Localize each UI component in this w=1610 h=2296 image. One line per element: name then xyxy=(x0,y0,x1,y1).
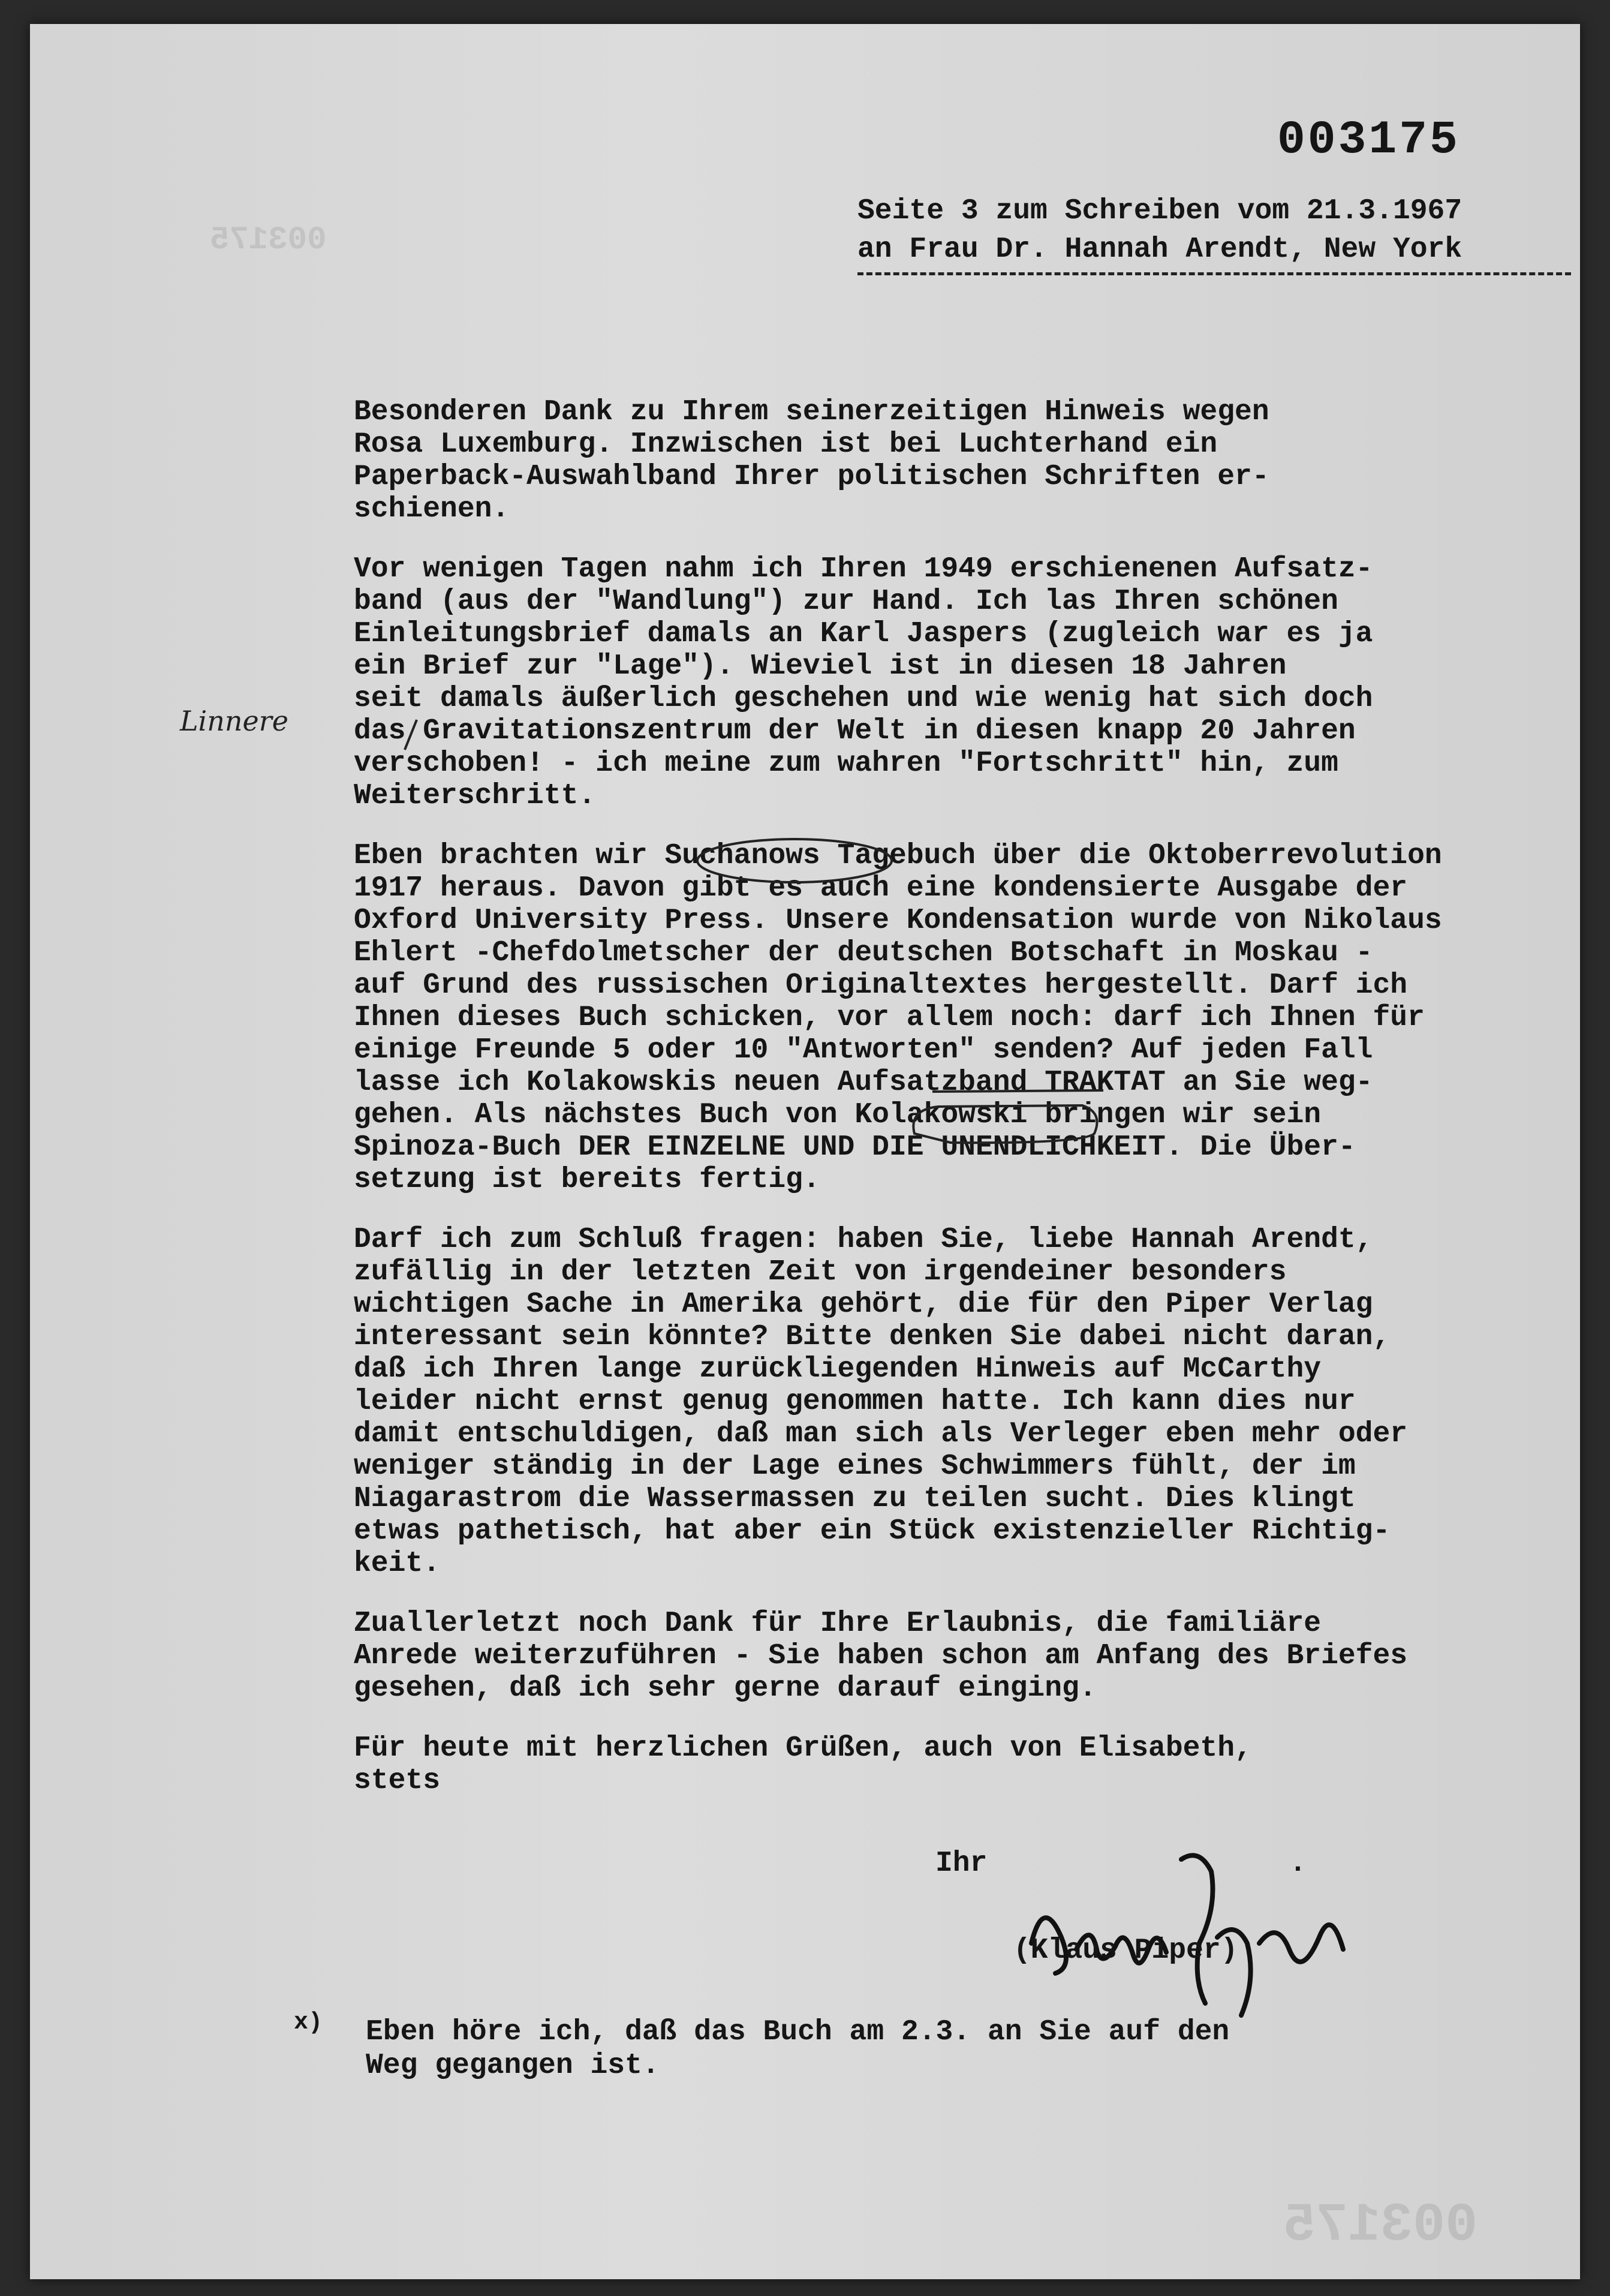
page-header xyxy=(857,192,1462,269)
header-rule xyxy=(857,272,1571,275)
handwritten-margin-note: Linnere xyxy=(180,705,288,737)
letter-body xyxy=(354,396,1541,1825)
header-line-1: Seite 3 zum Schreiben vom 21.3.1967 xyxy=(857,195,1462,227)
footnote: Eben höre ich, daß das Buch am 2.3. an Sie auf den Weg gegangen ist. xyxy=(366,2016,1230,2082)
paragraph-luxemburg: Besonderen Dank zu Ihrem seinerzeitigen Hinweis wegen Rosa Luxemburg. Inzwischen ist bei Luchterhand ein Paperback-Auswahlband Ihrer politischen Schriften er- schienen. xyxy=(354,396,1269,525)
header-line-2: an Frau Dr. Hannah Arendt, New York xyxy=(857,233,1462,266)
letter-page xyxy=(30,24,1580,2279)
bleed-through-footer-number: 003175 xyxy=(1283,2195,1478,2256)
paragraph-suchanow: Eben brachten wir Suchanows Tagebuch über die Oktoberrevolution 1917 heraus. Davon gibt es auch eine kondensierte Ausgabe der Oxford University Press. Unsere Kondensation wurde von Nikolaus Ehlert -Chefdolmetscher der deutschen Botschaft in Moskau - auf Grund des russischen Originaltextes hergestellt. Darf ich Ihnen dieses Buch schicken, vor allem noch: darf ich Ihnen für einige Freunde 5 oder 10 "Antworten" senden? Auf jeden Fall lasse ich Kolakowskis neuen Aufsatzband TRAKTAT an Sie weg- gehen. Als nächstes Buch von Kolakowski bringen wir sein Spinoza-Buch DER EINZELNE UND DIE UNENDLICHKEIT. Die Über- setzung ist bereits fertig. xyxy=(354,840,1442,1196)
handwritten-signature xyxy=(1019,1823,1379,2021)
document-number: 003175 xyxy=(1277,114,1460,167)
footnote-marker: x) xyxy=(294,2009,323,2036)
bleed-through-number: 003175 xyxy=(210,222,327,259)
paragraph-wandlung: Vor wenigen Tagen nahm ich Ihren 1949 erschienenen Aufsatz- band (aus der "Wandlung") zur Hand. Ich las Ihren schönen Einleitungsbrief damals an Karl Jaspers (zugleich war es ja ein Brief zur "Lage"). Wieviel ist in diesen 18 Jahren seit damals äußerlich geschehen und wie wenig hat sich doch das Gravitationszentrum der Welt in diesen knapp 20 Jahren verschoben! - ich meine zum wahren "Fortschritt" hin, zum Weiterschritt. xyxy=(354,553,1373,812)
closing-word: Ihr xyxy=(935,1847,988,1880)
paragraph-greetings: Für heute mit herzlichen Grüßen, auch von Elisabeth, stets xyxy=(354,1732,1252,1797)
paragraph-anrede: Zuallerletzt noch Dank für Ihre Erlaubnis, die familiäre Anrede weiterzuführen - Sie haben schon am Anfang des Briefes gesehen, daß ich sehr gerne darauf einging. xyxy=(354,1607,1408,1705)
paragraph-mccarthy: Darf ich zum Schluß fragen: haben Sie, liebe Hannah Arendt, zufällig in der letzten Zeit von irgendeiner besonders wichtigen Sache in Amerika gehört, die für den Piper Verlag interessant sein könnte? Bitte denken Sie dabei nicht daran, daß ich Ihren lange zurückliegenden Hinweis auf McCarthy leider nicht ernst genug genommen hatte. Ich kann dies nur damit entschuldigen, daß man sich als Verleger eben mehr oder weniger ständig in der Lage eines Schwimmers fühlt, der im Niagarastrom die Wassermassen zu teilen sucht. Dies klingt etwas pathetisch, hat aber ein Stück existenzieller Richtig- keit. xyxy=(354,1224,1408,1580)
signatory-name: (Klaus Piper) xyxy=(1013,1934,1238,1967)
closing-mark: . xyxy=(1289,1847,1307,1880)
